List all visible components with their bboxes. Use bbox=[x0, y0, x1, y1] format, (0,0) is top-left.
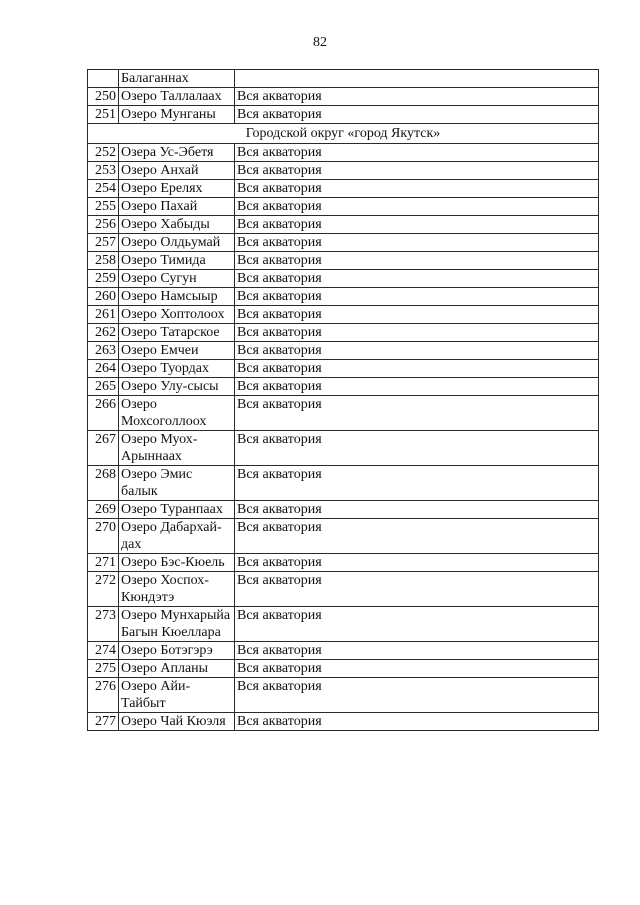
lake-name: Озеро Намсыыр bbox=[119, 288, 235, 306]
lake-name: Озеро Айи-Тайбыт bbox=[119, 678, 235, 713]
table-row bbox=[88, 234, 599, 252]
lake-area: Вся акватория bbox=[235, 660, 599, 678]
row-number: 268 bbox=[88, 466, 119, 501]
lake-name: Озеро Ерелях bbox=[119, 180, 235, 198]
row-number: 252 bbox=[88, 144, 119, 162]
lake-area: Вся акватория bbox=[235, 554, 599, 572]
lake-name: Озеро Таллалаах bbox=[119, 88, 235, 106]
lake-name: Озеро Сугун bbox=[119, 270, 235, 288]
lake-area: Вся акватория bbox=[235, 144, 599, 162]
row-number: 257 bbox=[88, 234, 119, 252]
lake-name: Озеро Мунганы bbox=[119, 106, 235, 124]
table-row bbox=[88, 288, 599, 306]
table-row bbox=[88, 378, 599, 396]
lake-name: Озеро Емчеи bbox=[119, 342, 235, 360]
row-number: 261 bbox=[88, 306, 119, 324]
row-number: 263 bbox=[88, 342, 119, 360]
lake-name: Озера Ус-Эбетя bbox=[119, 144, 235, 162]
table-row bbox=[88, 360, 599, 378]
table-row bbox=[88, 270, 599, 288]
row-number: 267 bbox=[88, 431, 119, 466]
row-number: 273 bbox=[88, 607, 119, 642]
table-row bbox=[88, 607, 599, 642]
lake-name: Озеро Дабархай-дах bbox=[119, 519, 235, 554]
row-number: 272 bbox=[88, 572, 119, 607]
row-number: 266 bbox=[88, 396, 119, 431]
table-row bbox=[88, 162, 599, 180]
lake-name: Озеро Хоспох-Кюндэтэ bbox=[119, 572, 235, 607]
row-number: 251 bbox=[88, 106, 119, 124]
lake-area: Вся акватория bbox=[235, 466, 599, 501]
table-row bbox=[88, 642, 599, 660]
row-number: 277 bbox=[88, 713, 119, 731]
table-row bbox=[88, 431, 599, 466]
lake-name: Озеро Хоптолоох bbox=[119, 306, 235, 324]
row-number: 253 bbox=[88, 162, 119, 180]
table-row bbox=[88, 216, 599, 234]
lake-area: Вся акватория bbox=[235, 324, 599, 342]
lake-area: Вся акватория bbox=[235, 607, 599, 642]
lake-name: Озеро Олдьумай bbox=[119, 234, 235, 252]
table-row bbox=[88, 70, 599, 88]
table-row bbox=[88, 554, 599, 572]
table-row bbox=[88, 660, 599, 678]
row-number: 255 bbox=[88, 198, 119, 216]
table-row bbox=[88, 252, 599, 270]
lake-name: Озеро Муох-Арыннаах bbox=[119, 431, 235, 466]
table-row bbox=[88, 324, 599, 342]
lake-name: Озеро Ботэгэрэ bbox=[119, 642, 235, 660]
table-row bbox=[88, 396, 599, 431]
lake-area: Вся акватория bbox=[235, 360, 599, 378]
lake-area: Вся акватория bbox=[235, 288, 599, 306]
lake-area: Вся акватория bbox=[235, 252, 599, 270]
section-title: Городской округ «город Якутск» bbox=[88, 124, 599, 144]
lake-name: Озеро Мунхарыйа Багын Кюеллара bbox=[119, 607, 235, 642]
page-number: 82 bbox=[313, 35, 327, 50]
row-number: 276 bbox=[88, 678, 119, 713]
table-row bbox=[88, 198, 599, 216]
lake-area: Вся акватория bbox=[235, 88, 599, 106]
table-row bbox=[88, 306, 599, 324]
lake-area: Вся акватория bbox=[235, 342, 599, 360]
lake-name: Озеро Анхай bbox=[119, 162, 235, 180]
lake-area: Вся акватория bbox=[235, 198, 599, 216]
section-header-row bbox=[88, 124, 599, 144]
lake-area: Вся акватория bbox=[235, 106, 599, 124]
lake-name: Озеро Апланы bbox=[119, 660, 235, 678]
lake-area: Вся акватория bbox=[235, 431, 599, 466]
lake-name: Балаганнах bbox=[119, 70, 235, 88]
lake-name: Озеро Мохсоголлоох bbox=[119, 396, 235, 431]
row-number: 260 bbox=[88, 288, 119, 306]
row-number: 254 bbox=[88, 180, 119, 198]
lake-area: Вся акватория bbox=[235, 713, 599, 731]
row-number: 275 bbox=[88, 660, 119, 678]
lakes-table-body bbox=[88, 70, 599, 731]
lake-name: Озеро Хабыды bbox=[119, 216, 235, 234]
row-number bbox=[88, 70, 119, 88]
table-row bbox=[88, 572, 599, 607]
lake-area: Вся акватория bbox=[235, 378, 599, 396]
table-row bbox=[88, 106, 599, 124]
row-number: 274 bbox=[88, 642, 119, 660]
row-number: 265 bbox=[88, 378, 119, 396]
row-number: 264 bbox=[88, 360, 119, 378]
lake-area bbox=[235, 70, 599, 88]
table-row bbox=[88, 88, 599, 106]
row-number: 271 bbox=[88, 554, 119, 572]
table-row bbox=[88, 519, 599, 554]
lake-name: Озеро Бэс-Кюель bbox=[119, 554, 235, 572]
row-number: 262 bbox=[88, 324, 119, 342]
lake-area: Вся акватория bbox=[235, 642, 599, 660]
table-row bbox=[88, 501, 599, 519]
row-number: 259 bbox=[88, 270, 119, 288]
lake-name: Озеро Туордах bbox=[119, 360, 235, 378]
lake-area: Вся акватория bbox=[235, 396, 599, 431]
lake-name: Озеро Татарское bbox=[119, 324, 235, 342]
lake-area: Вся акватория bbox=[235, 501, 599, 519]
lake-area: Вся акватория bbox=[235, 519, 599, 554]
lake-area: Вся акватория bbox=[235, 678, 599, 713]
lake-name: Озеро Чай Кюэля bbox=[119, 713, 235, 731]
lakes-table bbox=[87, 69, 599, 731]
lake-name: Озеро Эмис балык bbox=[119, 466, 235, 501]
table-row bbox=[88, 713, 599, 731]
table-row bbox=[88, 342, 599, 360]
lake-area: Вся акватория bbox=[235, 216, 599, 234]
row-number: 270 bbox=[88, 519, 119, 554]
table-row bbox=[88, 144, 599, 162]
lake-name: Озеро Туранпаах bbox=[119, 501, 235, 519]
row-number: 250 bbox=[88, 88, 119, 106]
lake-area: Вся акватория bbox=[235, 306, 599, 324]
lake-area: Вся акватория bbox=[235, 234, 599, 252]
lake-name: Озеро Тимида bbox=[119, 252, 235, 270]
lake-name: Озеро Пахай bbox=[119, 198, 235, 216]
table-row bbox=[88, 678, 599, 713]
row-number: 256 bbox=[88, 216, 119, 234]
lake-area: Вся акватория bbox=[235, 180, 599, 198]
row-number: 269 bbox=[88, 501, 119, 519]
table-row bbox=[88, 466, 599, 501]
table-row bbox=[88, 180, 599, 198]
row-number: 258 bbox=[88, 252, 119, 270]
lake-area: Вся акватория bbox=[235, 270, 599, 288]
lake-area: Вся акватория bbox=[235, 572, 599, 607]
lake-name: Озеро Улу-сысы bbox=[119, 378, 235, 396]
lake-area: Вся акватория bbox=[235, 162, 599, 180]
